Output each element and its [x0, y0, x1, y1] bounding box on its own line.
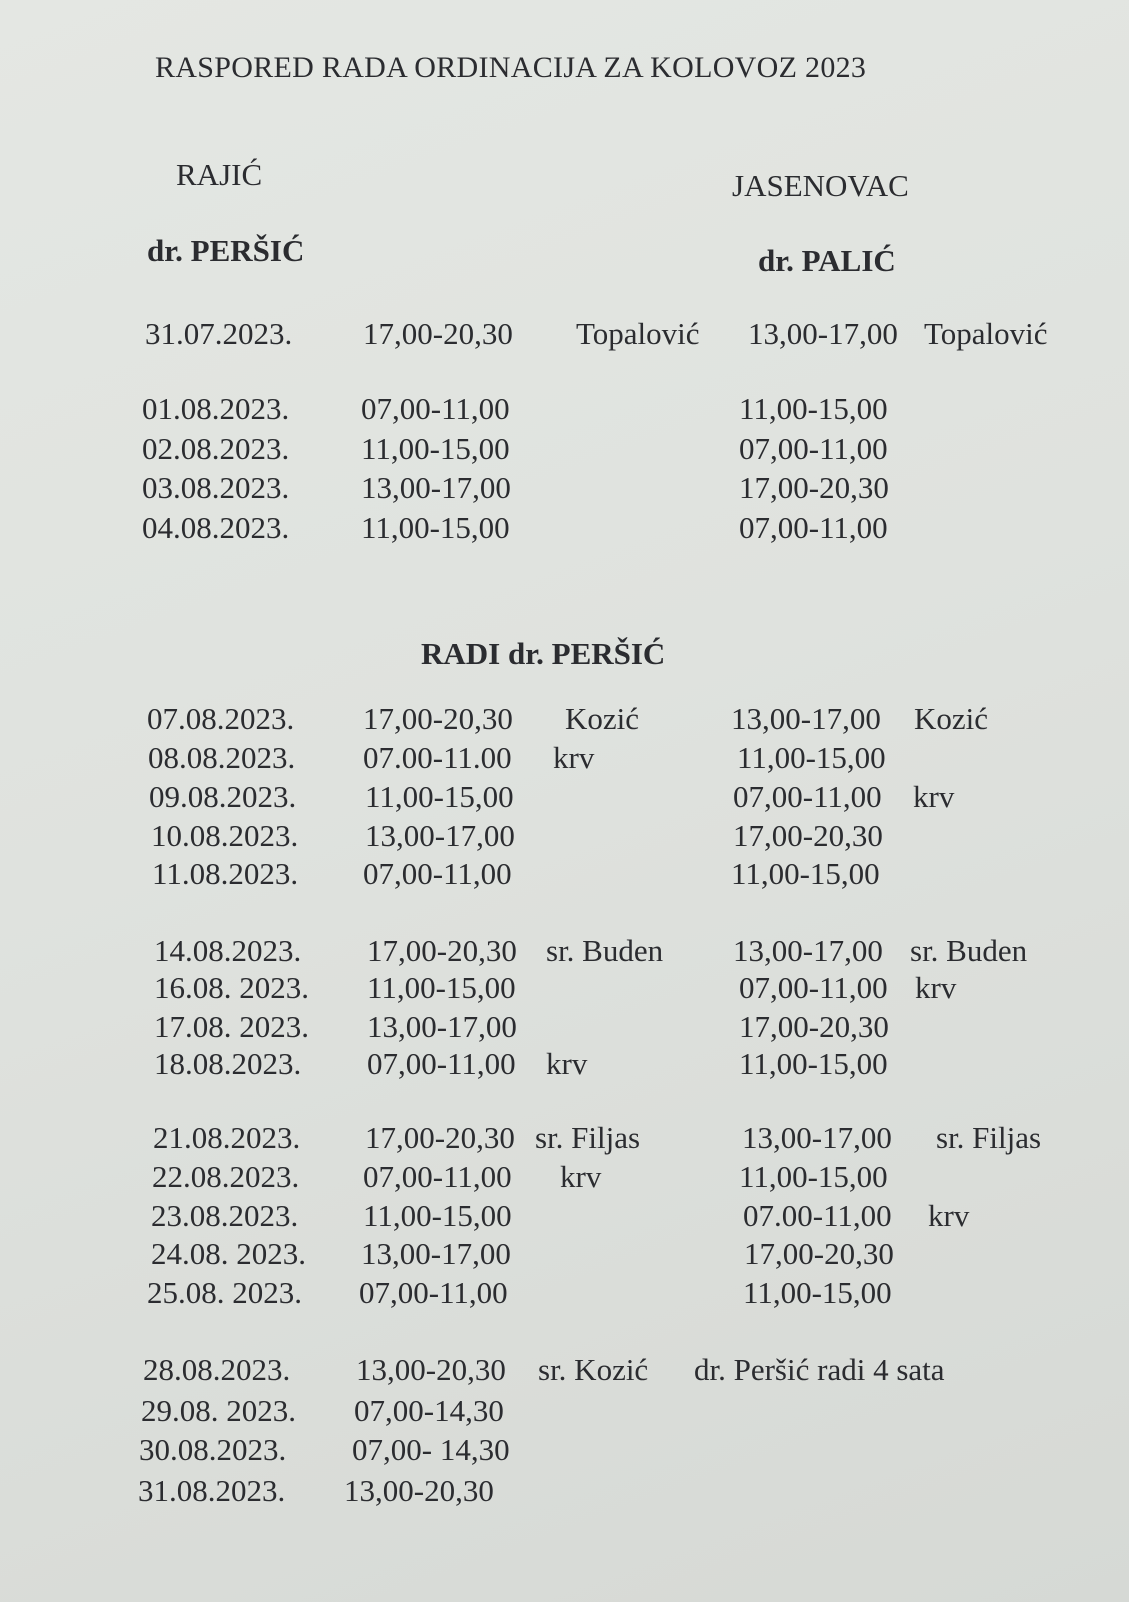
row-date: 01.08.2023.	[142, 391, 290, 426]
row-right-time: 11,00-15,00	[739, 391, 888, 426]
row-left-time: 13,00-17,00	[365, 818, 515, 853]
row-right-time: 07,00-11,00	[733, 779, 882, 814]
row-left-note: sr. Kozić	[538, 1352, 649, 1387]
row-date: 31.07.2023.	[145, 316, 293, 351]
row-date: 24.08. 2023.	[151, 1236, 306, 1271]
row-left-time: 07,00-11,00	[359, 1275, 508, 1310]
row-right-time: 07.00-11,00	[743, 1198, 892, 1233]
row-right-time: 13,00-17,00	[733, 933, 883, 968]
row-right-time: 11,00-15,00	[739, 1046, 888, 1081]
row-right-note: krv	[913, 779, 955, 814]
row-date: 11.08.2023.	[152, 856, 299, 891]
row-date: 28.08.2023.	[143, 1352, 291, 1387]
row-right-note: krv	[915, 970, 957, 1005]
row-left-note: sr. Filjas	[535, 1120, 641, 1155]
row-left-time: 11,00-15,00	[361, 510, 510, 545]
row-date: 03.08.2023.	[142, 470, 290, 505]
row-left-time: 11,00-15,00	[367, 970, 516, 1005]
document-title: RASPORED RADA ORDINACIJA ZA KOLOVOZ 2023	[155, 51, 867, 84]
row-left-time: 07,00-14,30	[354, 1393, 504, 1428]
row-right-note: Topalović	[924, 316, 1048, 351]
row-date: 30.08.2023.	[139, 1432, 287, 1467]
row-right-time: 13,00-17,00	[731, 701, 881, 736]
row-left-time: 13,00-20,30	[356, 1352, 506, 1387]
row-right-time: 17,00-20,30	[744, 1236, 894, 1271]
row-date: 21.08.2023.	[153, 1120, 301, 1155]
row-left-time: 07.00-11.00	[363, 740, 512, 775]
row-right-time: 11,00-15,00	[737, 740, 886, 775]
row-date: 07.08.2023.	[147, 701, 295, 736]
row-left-note: Topalović	[576, 316, 700, 351]
row-date: 17.08. 2023.	[154, 1009, 309, 1044]
row-right-time: 17,00-20,30	[733, 818, 883, 853]
row-date: 10.08.2023.	[151, 818, 299, 853]
row-right-time: 11,00-15,00	[743, 1275, 892, 1310]
left-doctor-heading: dr. PERŠIĆ	[147, 233, 305, 268]
row-left-time: 11,00-15,00	[365, 779, 514, 814]
right-doctor-heading: dr. PALIĆ	[758, 243, 896, 278]
row-right-note: sr. Filjas	[936, 1120, 1042, 1155]
row-right-time: 17,00-20,30	[739, 470, 889, 505]
row-date: 16.08. 2023.	[154, 970, 309, 1005]
row-date: 04.08.2023.	[142, 510, 290, 545]
row-right-time: 11,00-15,00	[731, 856, 880, 891]
row-left-time: 17,00-20,30	[363, 316, 513, 351]
row-left-time: 07,00-11,00	[363, 1159, 512, 1194]
row-right-time: 07,00-11,00	[739, 970, 888, 1005]
left-location-heading: RAJIĆ	[176, 157, 263, 192]
row-left-time: 17,00-20,30	[365, 1120, 515, 1155]
row-left-time: 13,00-17,00	[367, 1009, 517, 1044]
row-right-note: sr. Buden	[910, 933, 1028, 968]
row-left-note: sr. Buden	[546, 933, 664, 968]
row-date: 22.08.2023.	[152, 1159, 300, 1194]
row-left-time: 17,00-20,30	[363, 701, 513, 736]
row-left-time: 11,00-15,00	[363, 1198, 512, 1233]
row-date: 18.08.2023.	[154, 1046, 302, 1081]
row-date: 23.08.2023.	[151, 1198, 299, 1233]
row-right-time: 17,00-20,30	[739, 1009, 889, 1044]
row-right-time: 07,00-11,00	[739, 510, 888, 545]
row-left-time: 13,00-17,00	[361, 1236, 511, 1271]
row-right-time: 11,00-15,00	[739, 1159, 888, 1194]
row-left-note: Kozić	[565, 701, 640, 736]
right-location-heading: JASENOVAC	[732, 168, 909, 203]
row-date: 08.08.2023.	[148, 740, 296, 775]
row-left-time: 07,00- 14,30	[352, 1432, 510, 1467]
row-left-note: krv	[553, 740, 595, 775]
row-right-time: 07,00-11,00	[739, 431, 888, 466]
row-left-time: 11,00-15,00	[361, 431, 510, 466]
row-date: 29.08. 2023.	[141, 1393, 296, 1428]
row-right-note: Kozić	[914, 701, 989, 736]
row-right-note: krv	[928, 1198, 970, 1233]
row-left-time: 07,00-11,00	[367, 1046, 516, 1081]
row-date: 14.08.2023.	[154, 933, 302, 968]
row-date: 31.08.2023.	[138, 1473, 286, 1508]
row-right-time: 13,00-17,00	[742, 1120, 892, 1155]
row-right-note: dr. Peršić radi 4 sata	[694, 1352, 945, 1387]
row-left-time: 07,00-11,00	[363, 856, 512, 891]
row-left-time: 13,00-17,00	[361, 470, 511, 505]
row-right-time: 13,00-17,00	[748, 316, 898, 351]
row-left-time: 17,00-20,30	[367, 933, 517, 968]
row-date: 25.08. 2023.	[147, 1275, 302, 1310]
row-left-time: 07,00-11,00	[361, 391, 510, 426]
row-left-time: 13,00-20,30	[344, 1473, 494, 1508]
row-date: 09.08.2023.	[149, 779, 297, 814]
section-heading: RADI dr. PERŠIĆ	[421, 636, 666, 671]
row-left-note: krv	[546, 1046, 588, 1081]
row-date: 02.08.2023.	[142, 431, 290, 466]
row-left-note: krv	[560, 1159, 602, 1194]
